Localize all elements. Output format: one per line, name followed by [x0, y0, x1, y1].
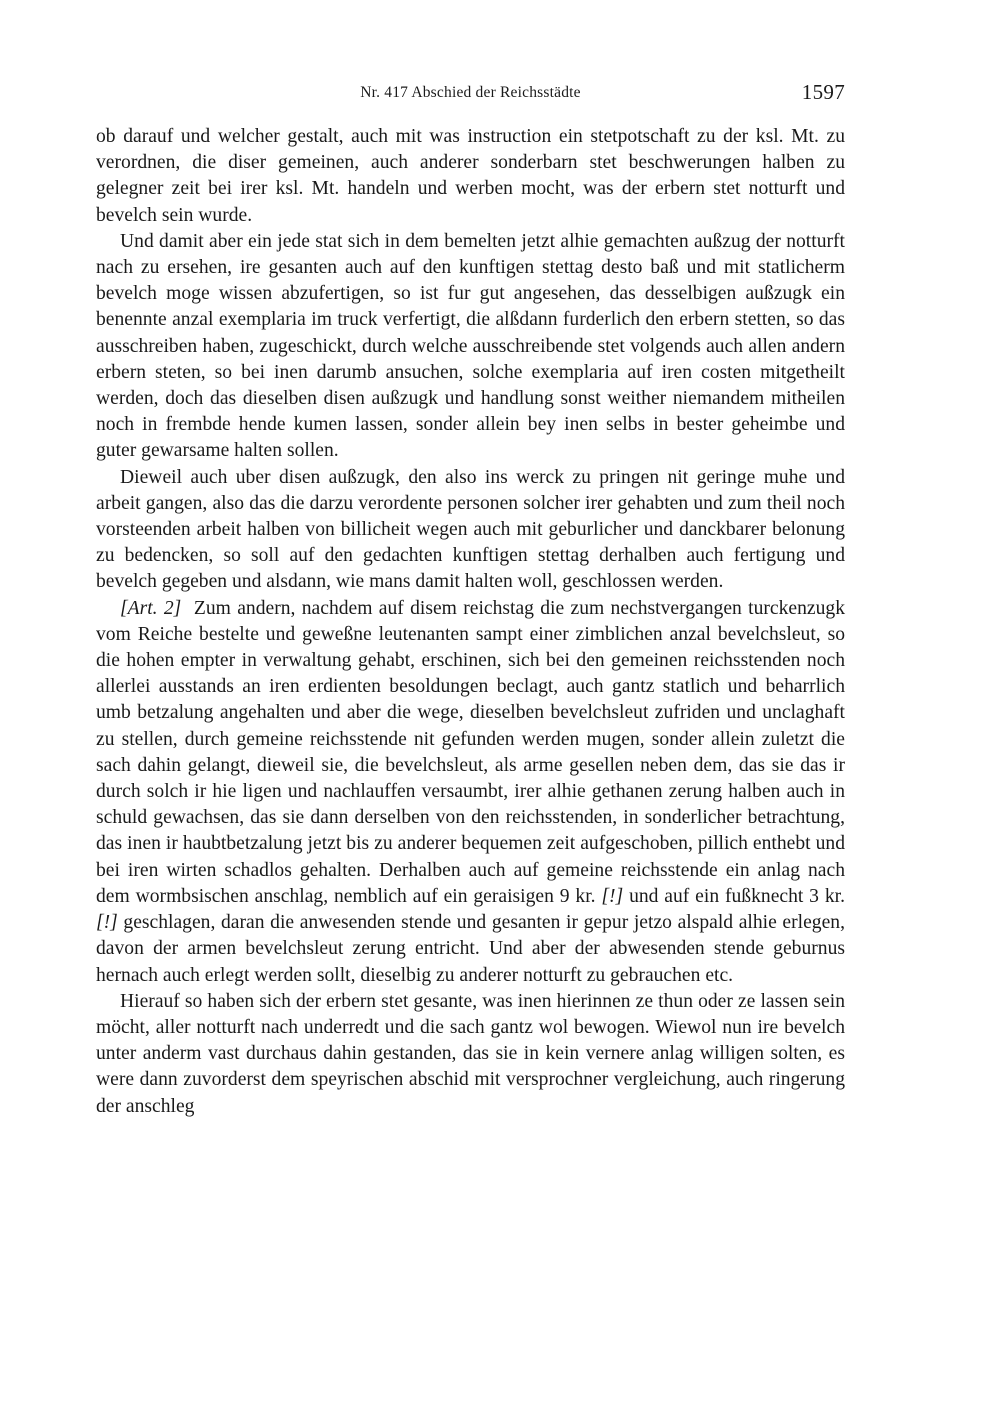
document-page — [96, 80, 845, 1120]
editorial-note-1: [!] — [601, 885, 624, 907]
paragraph-2: Und damit aber ein jede stat sich in dem bemelten jetzt alhie gemachten außzug der notturft nach zu ersehen, ire gesanten auch auf den kunftigen stettag desto baß und mit statlicherm bevelch moge wissen abzufertigen, so ist fur gut angesehen, das desselbigen außzugk ein benennte anzal exemplaria im truck verfertigt, die alßdann furderlich den erbern stetten, so das ausschreiben haben, zugeschickt, durch welche ausschreibende stet volgends auch allen andern erbern steten, so bei inen darumb ansuchen, solche exemplaria auf iren costen mitgetheilt werden, doch das dieselben disen außzugk und handlung sonst weither niemandem mitheilen noch in frembde hende kumen lassen, sonder allein bey inen selbs in bester geheimbe und guter gewarsame halten sollen. — [96, 230, 845, 462]
paragraph-4-article-2 — [96, 596, 845, 989]
article-marker: [Art. 2] — [120, 597, 182, 619]
running-title: Nr. 417 Abschied der Reichsstädte — [360, 84, 581, 101]
article-2-text-part-3: geschlagen, daran die anwesenden stende und gesanten ir gepur jetzo alspald alhie erlegen, davon der armen bevelchsleut zerung entricht. Und aber der abwesenden stende geburnus hernach auch erlegt werden sollt, dieselbig zu anderer notturft zu gebrauchen etc. — [96, 912, 845, 986]
paragraph-1: ob darauf und welcher gestalt, auch mit was instruction ein stetpotschaft zu der ksl. Mt. zu verordnen, die diser gemeinen, auch anderer sonderbarn stet beschwerungen halben zu gelegner zeit bei irer ksl. Mt. handeln und werben mocht, was der erbern stet notturft und bevelch sein wurde. — [96, 126, 845, 226]
paragraph-3: Dieweil auch uber disen außzugk, den also ins werck zu pringen nit geringe muhe und arbeit gangen, also das die darzu verordente personen solcher irer gehabten und zum theil noch vorsteenden arbeit halben von billicheit wegen auch mit geburlicher und danckbarer belonung zu bedencken, so soll auf den gedachten kunftigen stettag derhalben auch fertigung und bevelch gegeben und alsdann, wie mans damit halten woll, geschlossen werden. — [96, 466, 845, 593]
running-header — [96, 80, 845, 108]
article-2-text-part-1: Zum andern, nachdem auf disem reichstag die zum nechstvergangen turckenzugk vom Reiche bestelte und geweßne leutenanten sampt einer zimblichen anzal bevelchsleut, so die hohen empter in verwaltung gehabt, erschinen, sich bei den gemeinen reichsstenden noch allerlei ausstands an iren erdienten besoldungen beclagt, auch gantz statlich und beharrlich umb betzalung angehalten und aber die wege, dieselben bevelchsleut zufriden und unclaghaft zu stellen, durch gemeine reichsstende nit gefunden werden mugen, sonder allein zuletzt die sach dahin gelangt, dieweil sie, die bevelchsleut, als arme gesellen neben dem, das sie das ir durch solch ir hie ligen und nachlauffen versaumbt, irer alhie gethanen zerung halben auch in schuld gewachsen, das sie dann derselben von den reichsstenden, in sonderlicher betrachtung, das inen ir haubtbetzalung jetzt bis zu anderer bequemen zeit aufgeschoben, pillich enthebt und bei iren wirten schadlos gehalten. Derhalben auch auf gemeine reichsstende ein anlag nach dem wormbsischen anschlag, nemblich auf ein geraisigen 9 kr. — [96, 597, 845, 907]
paragraph-5: Hierauf so haben sich der erbern stet gesante, was inen hierinnen ze thun oder ze lassen sein möcht, aller notturft nach underredt und die sach gantz wol bewogen. Wiewol nun ire bevelch unter anderm vast durchaus dahin gestanden, das sie in kein vernere anlag willigen solten, es were dann zuvorderst dem speyrischen abschid mit versprochner vergleichung, auch ringerung der anschleg — [96, 990, 845, 1117]
editorial-note-2: [!] — [96, 912, 118, 934]
page-number: 1597 — [801, 80, 845, 104]
article-2-text-part-2: und auf ein fußknecht 3 kr. — [629, 885, 845, 907]
body-text — [96, 124, 845, 1120]
